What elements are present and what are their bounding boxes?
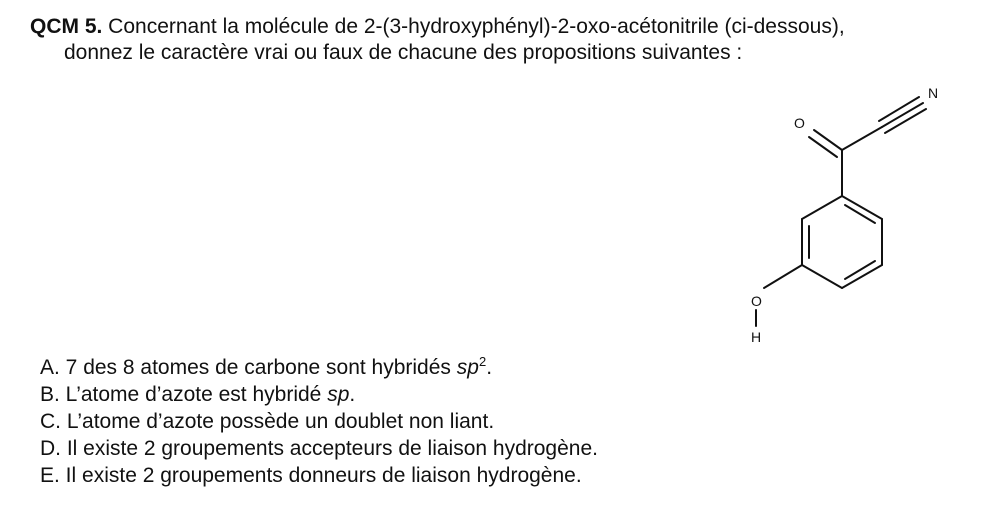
atom-label-o-hydroxyl: O [751, 293, 762, 309]
question-text-line1: Concernant la molécule de 2-(3-hydroxyphényl)-2-oxo-acétonitrile (ci-dessous), [102, 15, 845, 38]
ring-double-1 [845, 205, 875, 223]
bond-to-nitrile [842, 127, 882, 150]
question-text-line2: donnez le caractère vrai ou faux de chacune des propositions suivantes : [64, 41, 743, 64]
ring-bond-4 [802, 265, 842, 288]
question-statement [30, 14, 970, 66]
atom-label-n: N [928, 85, 939, 101]
molecule-structure [720, 78, 960, 358]
bond-carbonyl-1 [814, 130, 842, 150]
option-e: E. Il existe 2 groupements donneurs de liaison hydrogène. [40, 464, 582, 487]
bond-ring-hydroxyl [764, 265, 802, 288]
ring-double-2 [845, 261, 875, 279]
option-c: C. L’atome d’azote possède un doublet non liant. [40, 410, 495, 433]
option-d: D. Il existe 2 groupements accepteurs de liaison hydrogène. [40, 437, 598, 460]
question-number: QCM 5. [30, 15, 103, 38]
atom-label-o-carbonyl: O [794, 115, 805, 131]
options-list [40, 354, 598, 489]
atom-label-h: H [751, 329, 762, 345]
option-b: B. L’atome d’azote est hybridé sp. [40, 383, 356, 406]
ring-bond-6 [802, 196, 842, 219]
option-a: A. 7 des 8 atomes de carbone sont hybridés $sp^2$. [40, 354, 493, 379]
bond-carbonyl-2 [809, 137, 837, 157]
